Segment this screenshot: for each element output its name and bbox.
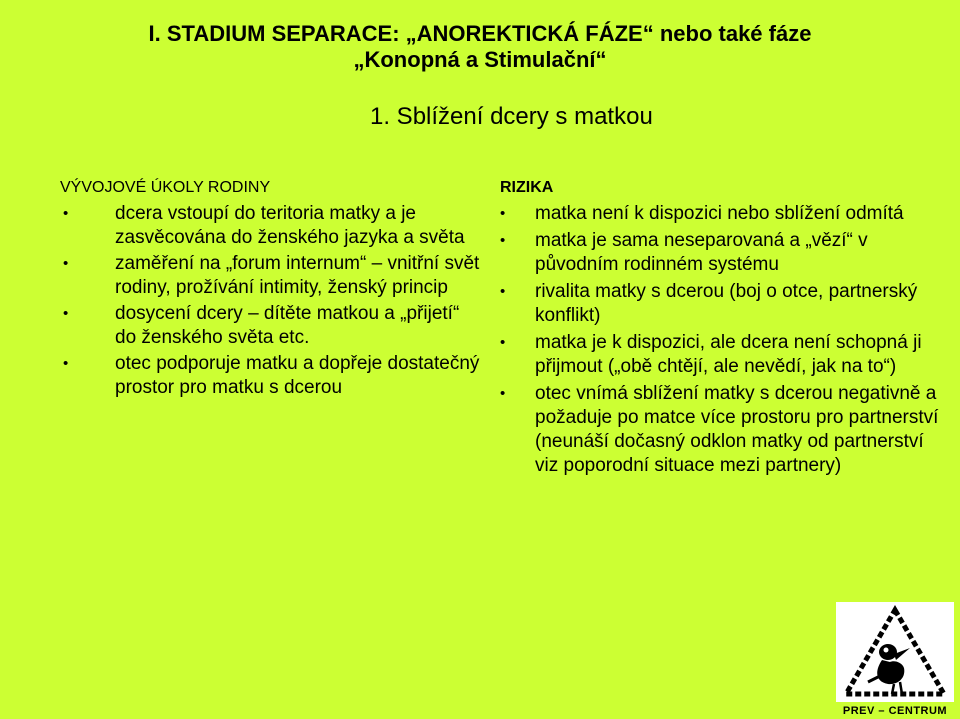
- bullet-icon: •: [500, 385, 506, 402]
- developmental-tasks-list: [60, 202, 480, 400]
- risks-list: [500, 202, 945, 478]
- bullet-icon: •: [500, 232, 506, 249]
- list-item-text: matka je k dispozici, ale dcera není schopná ji přijmout („obě chtějí, ale nevědí, jak na to“): [535, 332, 922, 377]
- risks-column: [500, 178, 945, 481]
- list-item: [60, 352, 480, 400]
- list-item: [60, 252, 480, 300]
- bullet-icon: •: [500, 205, 506, 222]
- subtitle: 1. Sblížení dcery s matkou: [370, 103, 653, 130]
- list-item-text: zaměření na „forum internum“ – vnitřní svět rodiny, prožívání intimity, ženský princip: [115, 253, 480, 298]
- bullet-icon: •: [63, 305, 69, 322]
- list-item-text: matka je sama neseparovaná a „vězí“ v původním rodinném systému: [535, 230, 868, 275]
- developmental-tasks-column: [60, 178, 480, 402]
- list-item: [500, 331, 945, 379]
- list-item: [60, 202, 480, 250]
- bullet-icon: •: [500, 283, 506, 300]
- list-item-text: otec podporuje matku a dopřeje dostatečný prostor pro matku s dcerou: [115, 353, 480, 398]
- risks-heading: RIZIKA: [500, 179, 554, 196]
- bullet-icon: •: [63, 355, 69, 372]
- page-title-line-1: I. STADIUM SEPARACE: „ANOREKTICKÁ FÁZE“ nebo také fáze: [148, 21, 812, 46]
- list-item: [500, 280, 945, 328]
- list-item-text: dcera vstoupí do teritoria matky a je zasvěcována do ženského jazyka a světa: [115, 203, 465, 248]
- bullet-icon: •: [500, 334, 506, 351]
- bullet-icon: •: [63, 205, 69, 222]
- list-item: [500, 229, 945, 277]
- bullet-icon: •: [63, 255, 69, 272]
- logo-text: PREV – CENTRUM: [842, 705, 948, 717]
- page-title-line-2: „Konopná a Stimulační“: [353, 47, 607, 72]
- list-item-text: dosycení dcery – dítěte matkou a „přijetí“ do ženského světa etc.: [115, 303, 460, 348]
- list-item: [60, 302, 480, 350]
- list-item-text: otec vnímá sblížení matky s dcerou negativně a požaduje po matce více prostoru pro partnerství (neunáší dočasný odklon matky od partnerství viz poporodní situace mezi partnery): [535, 383, 939, 476]
- developmental-tasks-heading: VÝVOJOVÉ ÚKOLY RODINY: [60, 179, 271, 196]
- list-item: [500, 382, 945, 478]
- list-item-text: matka není k dispozici nebo sblížení odmítá: [535, 203, 904, 224]
- prev-centrum-logo-icon: [836, 602, 954, 702]
- list-item: [500, 202, 945, 226]
- prev-centrum-logo: [836, 602, 954, 717]
- list-item-text: rivalita matky s dcerou (boj o otce, partnerský konflikt): [535, 281, 918, 326]
